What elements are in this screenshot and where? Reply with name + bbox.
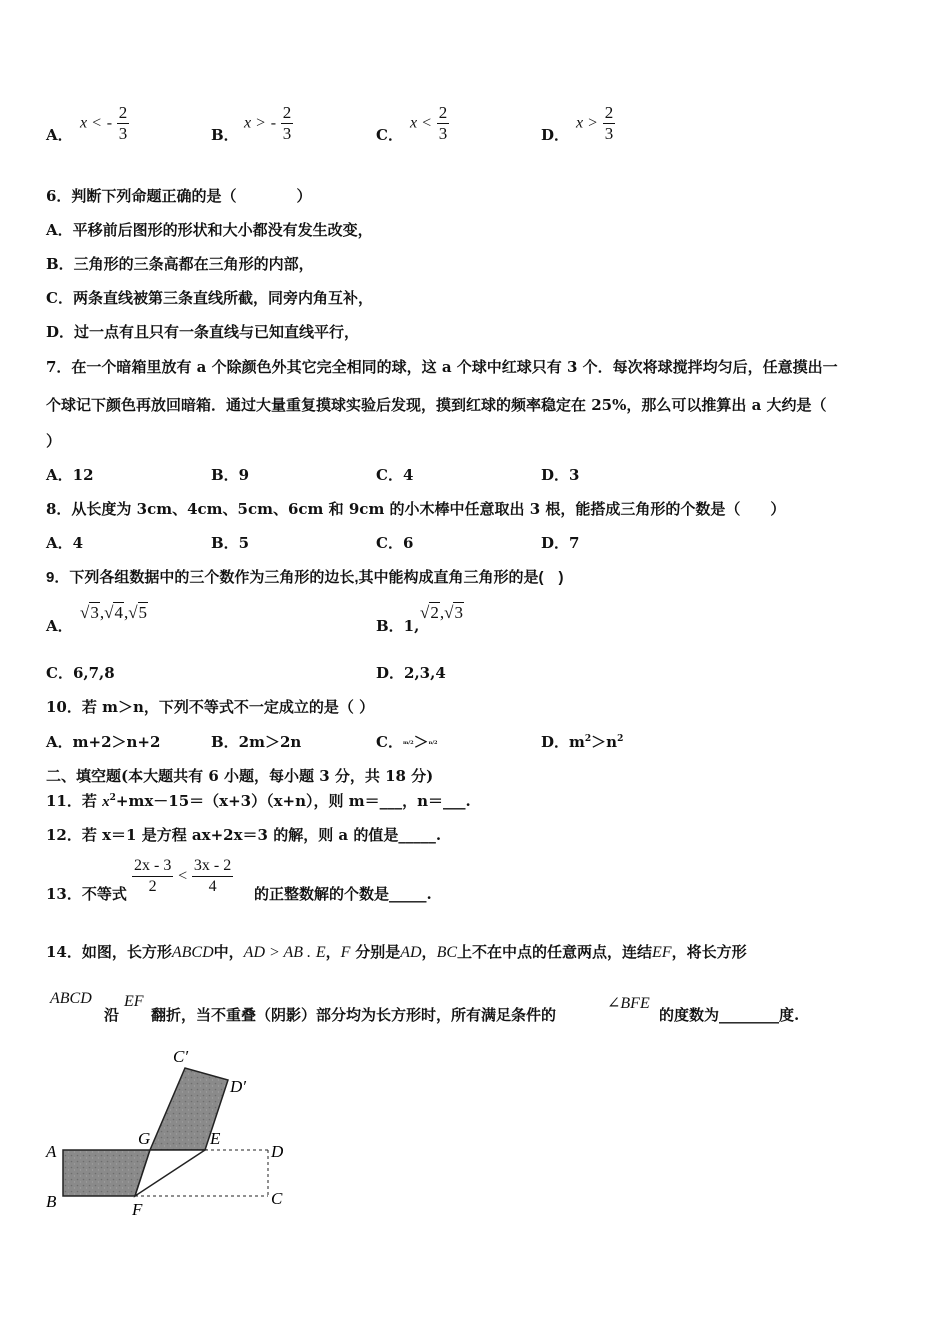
q8-stem: 8．从长度为 3cm、4cm、5cm、6cm 和 9cm 的小木棒中任意取出 3 根，能搭成三角形的个数是（ ） xyxy=(46,500,786,518)
q7-option-b: B．9 xyxy=(211,466,250,484)
q5-option-d-expr: x > $\frac{2}{3}$ xyxy=(576,103,614,143)
q14-line1: 14．如图，长方形ABCD中，AD > AB . E，F 分别是AD，BC上不在中点的任意两点，连结EF，将长方形 xyxy=(46,943,747,961)
label-d: D xyxy=(271,1142,284,1161)
q9-stem: 9．下列各组数据中的三个数作为三角形的边长,其中能构成直角三角形的是( ) xyxy=(46,569,564,586)
q9-option-a-expr: √3,√4,√5 xyxy=(80,603,148,622)
fraction: $\frac{2}{3}$ xyxy=(282,103,292,143)
q6-option-a: A．平移前后图形的形状和大小都没有发生改变， xyxy=(46,221,373,239)
q5-option-a-expr: x < - $\frac{2}{3}$ xyxy=(80,103,128,143)
label-d-prime: D′ xyxy=(230,1077,246,1096)
q6-option-d: D．过一点有且只有一条直线与已知直线平行， xyxy=(46,323,360,341)
q8-option-a: A．4 xyxy=(46,534,84,552)
q14-angle: ∠BFE xyxy=(607,995,650,1012)
label-e: E xyxy=(210,1129,221,1148)
q13-inequality: $\frac{2x - 3}{2}$ < $\frac{3x - 2}{4}$ xyxy=(134,857,232,895)
q14-along: 沿 xyxy=(104,1006,120,1024)
fold-figure xyxy=(40,1040,310,1220)
label-b: B xyxy=(46,1192,57,1211)
q9-option-c: C．6,7,8 xyxy=(46,664,115,682)
fraction: $\frac{2}{3}$ xyxy=(118,103,128,143)
q11: 11．若 $x^2+mx-15=(x+3)(x+n)$，则 m＝___，n＝___. xyxy=(46,792,471,810)
label-c-prime: C′ xyxy=(173,1047,189,1066)
q7-line3: ） xyxy=(46,432,62,450)
q10-option-a: A．m+2＞n+2 xyxy=(46,733,161,751)
q14-ef: EF xyxy=(124,993,144,1010)
q8-option-c: C．6 xyxy=(376,534,414,552)
fraction: $\frac{2}{3}$ xyxy=(604,103,614,143)
q10-stem: 10．若 m＞n，下列不等式不一定成立的是（ ） xyxy=(46,698,375,716)
q10-option-b: B．2m＞2n xyxy=(211,733,302,751)
q7-option-a: A．12 xyxy=(46,466,94,484)
option-letter: A． xyxy=(46,126,73,144)
q13-prefix: 13．不等式 xyxy=(46,885,127,903)
q8-option-d: D．7 xyxy=(541,534,580,552)
q7-line2: 个球记下颜色再放回暗箱．通过大量重复摸球实验后发现，摸到红球的频率稳定在 25%，那么可以推算出 a 大约是（ xyxy=(46,396,827,414)
q6-option-c: C．两条直线被第三条直线所截，同旁内角互补， xyxy=(46,289,373,307)
label-c: C xyxy=(271,1189,283,1208)
q14-rect-label: ABCD xyxy=(50,990,92,1007)
label-f: F xyxy=(132,1200,143,1219)
q10-option-d: D．$m^2>n^2$ xyxy=(541,733,624,751)
q6-option-b: B．三角形的三条高都在三角形的内部， xyxy=(46,255,314,273)
q12: 12．若 x＝1 是方程 ax+2x＝3 的解，则 a 的值是_____. xyxy=(46,826,442,844)
q7-option-d: D．3 xyxy=(541,466,580,484)
q5-option-b-expr: x > - $\frac{2}{3}$ xyxy=(244,103,292,143)
q14-line2-end: 的度数为________度. xyxy=(659,1006,800,1024)
q6-stem: 6．判断下列命题正确的是（ ） xyxy=(46,187,312,205)
q5-option-c: C． xyxy=(376,126,403,144)
q9-option-b-letter: B．1, xyxy=(376,617,420,635)
q9-option-b-expr: √2,√3 xyxy=(420,603,463,622)
q5-option-d: D． xyxy=(541,126,570,144)
q9-option-d: D．2,3,4 xyxy=(376,664,446,682)
q5-option-c-expr: x < $\frac{2}{3}$ xyxy=(410,103,448,143)
q9-option-a-letter: A． xyxy=(46,617,73,635)
q14-line2-text: 翻折，当不重叠（阴影）部分均为长方形时，所有满足条件的 xyxy=(151,1006,557,1024)
q5-option-a xyxy=(46,104,73,144)
label-a: A xyxy=(46,1142,57,1161)
q10-option-c: C．m/2＞n/2 xyxy=(376,733,438,751)
q13-suffix: 的正整数解的个数是_____. xyxy=(254,885,432,903)
section-heading: 二、填空题(本大题共有 6 小题，每小题 3 分，共 18 分) xyxy=(46,767,434,785)
q7-option-c: C．4 xyxy=(376,466,414,484)
label-g: G xyxy=(138,1129,151,1148)
fraction: $\frac{2}{3}$ xyxy=(438,103,448,143)
q7-line1: 7．在一个暗箱里放有 a 个除颜色外其它完全相同的球，这 a 个球中红球只有 3 个．每次将球搅拌均匀后，任意摸出一 xyxy=(46,358,838,376)
q8-option-b: B．5 xyxy=(211,534,250,552)
q5-option-b: B． xyxy=(211,126,239,144)
